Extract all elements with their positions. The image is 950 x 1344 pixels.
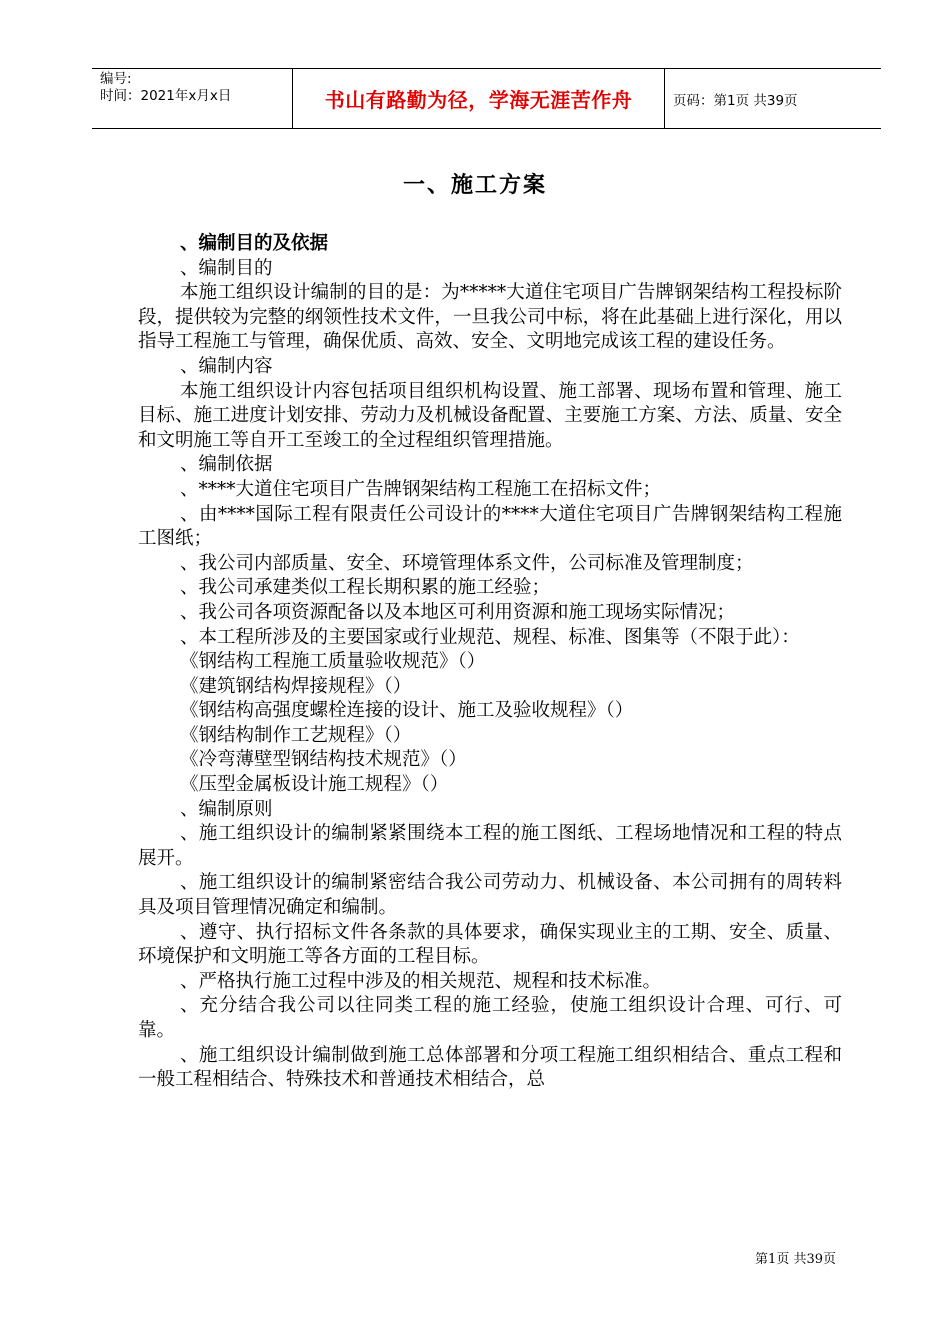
standard-item: 《钢结构制作工艺规程》（） <box>180 724 412 746</box>
principle-item: 、施工组织设计的编制紧密结合我公司劳动力、机械设备、本公司拥有的周转料具及项目管理情况确定和编制。 <box>138 872 842 919</box>
page-footer: 第1页 共39页 <box>755 1252 836 1267</box>
principle-item: 、充分结合我公司以往同类工程的施工经验，使施工组织设计合理、可行、可靠。 <box>138 995 842 1041</box>
time-label: 时间：2021年x月x日 <box>100 88 232 104</box>
document-body <box>138 232 842 1093</box>
subsection-title: 、编制原则 <box>180 798 273 820</box>
standard-item: 《冷弯薄壁型钢结构技术规范》（） <box>180 749 467 771</box>
standard-item: 《钢结构高强度螺栓连接的设计、施工及验收规程》（） <box>180 700 634 722</box>
basis-item: 、由****国际工程有限责任公司设计的****大道住宅项目广告牌钢架结构工程施工图纸； <box>138 503 842 550</box>
document-title: 一、施工方案 <box>402 173 547 198</box>
subsection-title: 、编制内容 <box>180 355 273 377</box>
basis-item: 、我公司各项资源配备以及本地区可利用资源和施工现场实际情况； <box>180 601 736 623</box>
principle-item: 、施工组织设计编制做到施工总体部署和分项工程施工组织相结合、重点工程和一般工程相结合、特殊技术和普通技术相结合，总 <box>138 1044 842 1091</box>
principle-item: 、严格执行施工过程中涉及的相关规范、规程和技术标准。 <box>180 970 662 992</box>
paragraph: 本施工组织设计内容包括项目组织机构设置、施工部署、现场布置和管理、施工目标、施工进度计划安排、劳动力及机械设备配置、主要施工方案、方法、质量、安全和文明施工等自开工至竣工的全过程组织管理措施。 <box>138 380 842 451</box>
paragraph: 本施工组织设计编制的目的是：为*****大道住宅项目广告牌钢架结构工程投标阶段，提供较为完整的纲领性技术文件，一旦我公司中标，将在此基础上进行深化，用以指导工程施工与管理，确保优质、高效、安全、文明地完成该工程的建设任务。 <box>138 282 842 353</box>
subsection-title: 、编制依据 <box>180 454 273 476</box>
page-header <box>92 68 881 129</box>
basis-item: 、本工程所涉及的主要国家或行业规范、规程、标准、图集等（不限于此）： <box>180 626 800 648</box>
principle-item: 、遵守、执行招标文件各条款的具体要求，确保实现业主的工期、安全、质量、环境保护和文明施工等各方面的工程目标。 <box>138 921 842 968</box>
standard-item: 《压型金属板设计施工规程》（） <box>180 774 449 796</box>
standard-item: 《建筑钢结构焊接规程》（） <box>180 675 412 697</box>
header-motto: 书山有路勤为径，学海无涯苦作舟 <box>293 69 665 128</box>
header-page-info: 页码：第1页 共39页 <box>673 92 798 109</box>
basis-item: 、****大道住宅项目广告牌钢架结构工程施工在招标文件； <box>180 478 662 500</box>
principle-item: 、施工组织设计的编制紧紧围绕本工程的施工图纸、工程场地情况和工程的特点展开。 <box>138 823 842 869</box>
code-label: 编号: <box>100 71 132 87</box>
subsection-title: 、编制目的 <box>180 257 273 279</box>
header-meta <box>92 69 293 128</box>
basis-item: 、我公司内部质量、安全、环境管理体系文件，公司标准及管理制度； <box>180 552 754 574</box>
standard-item: 《钢结构工程施工质量验收规范》（） <box>180 651 486 673</box>
basis-item: 、我公司承建类似工程长期积累的施工经验； <box>180 577 551 599</box>
section-heading: 、编制目的及依据 <box>180 233 329 254</box>
